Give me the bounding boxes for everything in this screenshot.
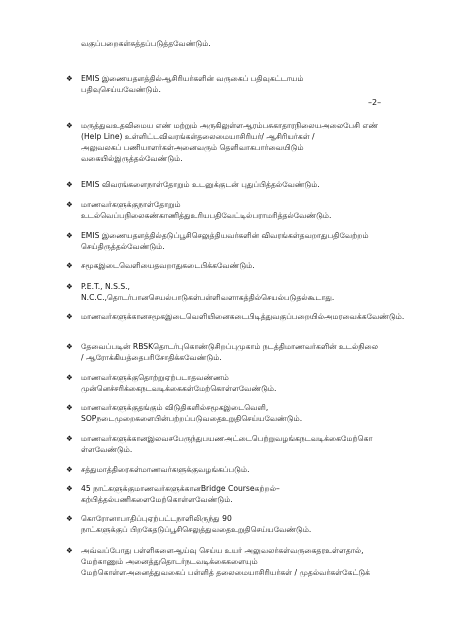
diamond-bullet-icon: ❖ [66,514,73,523]
diamond-bullet-icon: ❖ [66,180,73,189]
diamond-bullet-icon: ❖ [66,484,73,493]
list-item-text: P.E.T., N.S.S., N.C.C.,தொடர்பானசெயல்பாடுகள்பள்ளிவளாகத்தில்செயல்படுதல்கூடாது. [81,282,335,302]
diamond-bullet-icon: ❖ [66,231,73,240]
list-item-text: EMIS விவரங்களைநாள்தோறும் உடனுக்குடன் புதுப்பித்தல்வேண்டும். [81,180,320,189]
list-item-text: மாணவர்களுக்குதங்கும் விடுதிகளில்சமூகஇடைவெளி, SOPநடைமுறைகளைபின்பற்றப்படுவதைஉறுதிசெய்யவேண்டும். [81,403,303,423]
list-item-text: சமூகஇடைவெளியைதவறாதுகடைபிக்கவேண்டும். [81,261,255,270]
list-item-text: அவ்வப்போது பள்ளிகளைஆய்வு செய்ய உயர் அலுவலர்கள்வருகைதரஉள்ளதால், மேற்காணும் அனைத்துதொடர்நடவடிக்கைகளையும் மேற்கொள்ளஅனைத்துவகைப் பள்ளித் தலைமையாசிரியர்கள் / முதல்வர்கள்கேட்டுக் [81,546,371,577]
diamond-bullet-icon: ❖ [66,373,73,382]
diamond-bullet-icon: ❖ [66,312,73,321]
list-item-text: மாணவர்களுக்குநாள்தோறும் உடல்வெப்பநிலைகண்காணித்துஉரியபதிவேட்டில்பராமரித்தல்வேண்டும். [81,200,332,220]
list-item-text: EMIS இணையதளத்தில்ஆசிரியர்களின் வருகைப் பதிவுகட்டாயம் பதிவுசெய்யவேண்டும். [81,74,304,94]
diamond-bullet-icon: ❖ [66,282,73,291]
diamond-bullet-icon: ❖ [66,546,73,555]
diamond-bullet-icon: ❖ [66,403,73,412]
diamond-bullet-icon: ❖ [66,342,73,351]
diamond-bullet-icon: ❖ [66,74,73,83]
list-item-text: சத்துமாத்திரைகள்மாணவர்களுக்குவழங்கப்படும். [81,465,250,474]
intro-line: வகுப்பறைகள்சுத்தப்படுத்தவேண்டும். [81,39,211,48]
diamond-bullet-icon: ❖ [66,121,73,130]
page-number: –2– [368,98,382,107]
list-item-text: EMIS இணையதளத்தில்தடுப்பூசிசெலுத்தியவர்களின் விவரங்கள்தவறாதுபதிவேற்றம் செய்திருத்தல்வேண்டும். [81,231,369,251]
diamond-bullet-icon: ❖ [66,200,73,209]
list-item-text: மருத்துவஉதவிமைய எண் மற்றும் அருகிலுள்ளஆரம்பசுகாதாரநிலையஅலைபேசி எண் (Help Line) உள்ளிட்டவிவரங்கள்தலைமையாசிரியர்/ ஆசிரியர்கள் / அலுவலகப் பணியாளர்கள்அனைவரும் தெளிவாகபார்வையிடும் வகையில்இருத்தல்வேண்டும். [81,121,379,163]
list-item-text: மாணவர்களுக்கானஇலவசபேருந்துபயணஅட்டைபெற்றுவழங்கநடவடிக்கைமேற்கொ ள்ளவேண்டும். [81,434,373,454]
list-item-text: 45 நாட்களுக்குமாணவர்களுக்கானBridge Courseகற்றல்– கற்பித்தல்பணிகளைமேற்கொள்ளவேண்டும். [81,484,280,504]
list-item-text: தேவைப்படின் RBSKதொடர்புகொண்டுசிறப்புமுகாம் நடத்திமாணவர்களின் உடல்நிலை / ஆரோக்கியத்தைபரிசோதிக்கவேண்டும். [81,342,379,362]
list-item-text: மாணவர்களுக்கானசமூகஇடைவெளியினைகடைபிடித்துவகுப்பறையில்அமரவைக்கவேண்டும். [81,312,405,321]
diamond-bullet-icon: ❖ [66,261,73,270]
list-item-text: கொரோனாபாதிப்புஏற்பட்டநாளிலிருந்து 90 நாட்களுக்குப் பிறகேதடுப்பூசிசெலுத்துவதைஉறுதிசெய்யவேண்டும். [81,514,312,534]
list-item-text: மாணவர்களுக்குதொற்றுஏற்படாதவண்ணம் முன்னெச்சரிக்கைநடவடிக்கைகள்மேற்கொள்ளவேண்டும். [81,373,277,393]
diamond-bullet-icon: ❖ [66,434,73,443]
diamond-bullet-icon: ❖ [66,465,73,474]
